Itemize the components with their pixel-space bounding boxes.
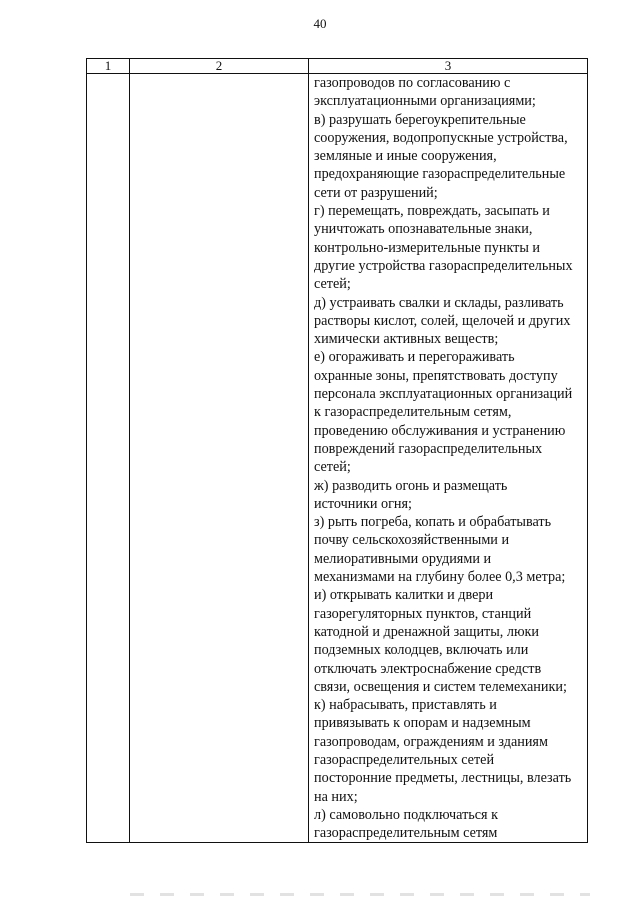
text-line: на них; [314, 788, 358, 805]
text-line: в) разрушать берегоукрепительные [314, 111, 526, 128]
text-line: привязывать к опорам и надземным [314, 715, 531, 732]
text-line: другие устройства газораспределительных [314, 257, 573, 274]
text-line: е) огораживать и перегораживать [314, 349, 515, 366]
text-line: отключать электроснабжение средств [314, 660, 542, 677]
text-line: мелиоративными орудиями и [314, 550, 492, 567]
text-line: з) рыть погреба, копать и обрабатывать [314, 514, 552, 531]
text-line: к газораспределительным сетям, [314, 404, 512, 421]
scan-artifact [130, 893, 590, 896]
text-line: повреждений газораспределительных [314, 440, 543, 457]
text-line: газопроводов по согласованию с [314, 75, 511, 91]
document-table [86, 58, 588, 843]
text-line: персонала эксплуатационных организаций [314, 386, 573, 403]
column-header-2: 2 [130, 59, 309, 74]
text-line: проведению обслуживания и устранению [314, 422, 566, 439]
text-line: связи, освещения и систем телемеханики; [314, 678, 567, 695]
text-line: газораспределительных сетей [314, 751, 495, 768]
text-line: газопроводам, ограждениям и зданиям [314, 733, 548, 750]
column-header-3: 3 [309, 59, 588, 74]
text-line: д) устраивать свалки и склады, разливать [314, 294, 564, 311]
text-line: л) самовольно подключаться к [314, 806, 499, 823]
text-line: ж) разводить огонь и размещать [314, 477, 508, 494]
text-line: подземных колодцев, включать или [314, 642, 529, 659]
table-cell-col2 [130, 74, 309, 843]
text-line: механизмами на глубину более 0,3 метра; [314, 569, 566, 586]
text-line: охранные зоны, препятствовать доступу [314, 367, 558, 384]
text-line: и) открывать калитки и двери [314, 587, 494, 604]
text-line: г) перемещать, повреждать, засыпать и [314, 203, 550, 220]
text-line: газорегуляторных пунктов, станций [314, 605, 532, 622]
text-line: к) набрасывать, приставлять и [314, 697, 497, 714]
text-line: газораспределительным сетям [314, 825, 498, 842]
text-line: контрольно-измерительные пункты и [314, 239, 541, 256]
text-line: земляные и иные сооружения, [314, 148, 497, 165]
text-line: химически активных веществ; [314, 331, 499, 348]
text-line: сетей; [314, 459, 351, 476]
text-line: растворы кислот, солей, щелочей и других [314, 312, 571, 329]
page-number: 40 [313, 16, 327, 31]
text-line: сетей; [314, 276, 351, 293]
table-cell-col3 [309, 74, 588, 843]
table-cell-col1 [87, 74, 130, 843]
text-line: эксплуатационными организациями; [314, 93, 536, 110]
text-line: сооружения, водопропускные устройства, [314, 129, 568, 146]
text-line: почву сельскохозяйственными и [314, 532, 510, 549]
text-line: катодной и дренажной защиты, люки [314, 623, 540, 640]
text-line: источники огня; [314, 495, 412, 512]
text-line: уничтожать опознавательные знаки, [314, 221, 533, 238]
prohibitions-text [314, 74, 585, 842]
text-line: посторонние предметы, лестницы, влезать [314, 770, 572, 787]
column-header-1: 1 [87, 59, 130, 74]
table-header-row [87, 59, 588, 74]
text-line: предохраняющие газораспределительные [314, 166, 566, 183]
text-line: сети от разрушений; [314, 184, 438, 201]
table-row [87, 74, 588, 843]
